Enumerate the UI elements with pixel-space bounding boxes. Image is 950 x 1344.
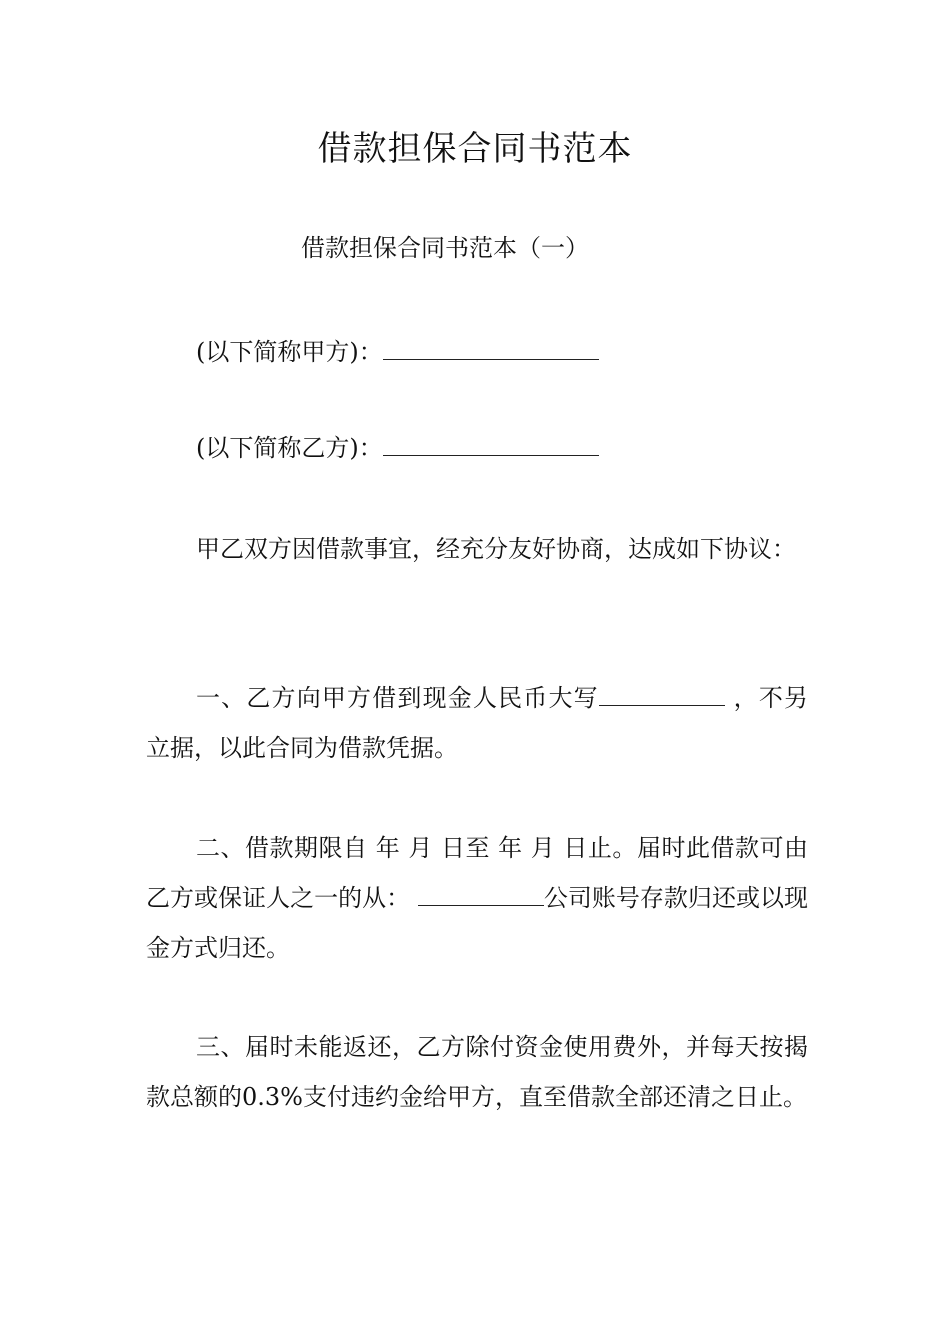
company-account-blank xyxy=(418,887,544,906)
document-title: 借款担保合同书范本 xyxy=(317,129,633,169)
party-b-line xyxy=(196,430,599,466)
clause-1-text-before: 一、乙方向甲方借到现金人民币大写 xyxy=(196,684,599,712)
party-b-blank xyxy=(383,437,599,456)
amount-blank xyxy=(599,687,725,706)
intro-text: 甲乙双方因借款事宜，经充分友好协商，达成如下协议： xyxy=(196,535,796,563)
intro-paragraph xyxy=(146,524,808,574)
clause-2-text-after: 公司账号存款归还或以现金方式归还。 xyxy=(146,884,808,962)
clause-3 xyxy=(146,1022,808,1122)
document-subtitle: 借款担保合同书范本（一） xyxy=(301,234,589,262)
party-a-blank xyxy=(383,341,599,360)
clause-2-text-before: 二、借款期限自 年 月 日至 年 月 日止。届时此借款可由乙方或保证人之一的从： xyxy=(146,834,808,912)
clause-2 xyxy=(146,823,808,973)
clause-1-text-after: ，不另立据，以此合同为借款凭据。 xyxy=(146,684,808,762)
clause-3-text: 三、届时未能返还，乙方除付资金使用费外，并每天按揭款总额的0.3%支付违约金给甲方，直至借款全部还清之日止。 xyxy=(146,1033,808,1111)
party-a-label: (以下简称甲方)： xyxy=(196,338,383,366)
party-a-line xyxy=(196,334,599,370)
party-b-label: (以下简称乙方)： xyxy=(196,434,383,462)
clause-1 xyxy=(146,673,808,773)
